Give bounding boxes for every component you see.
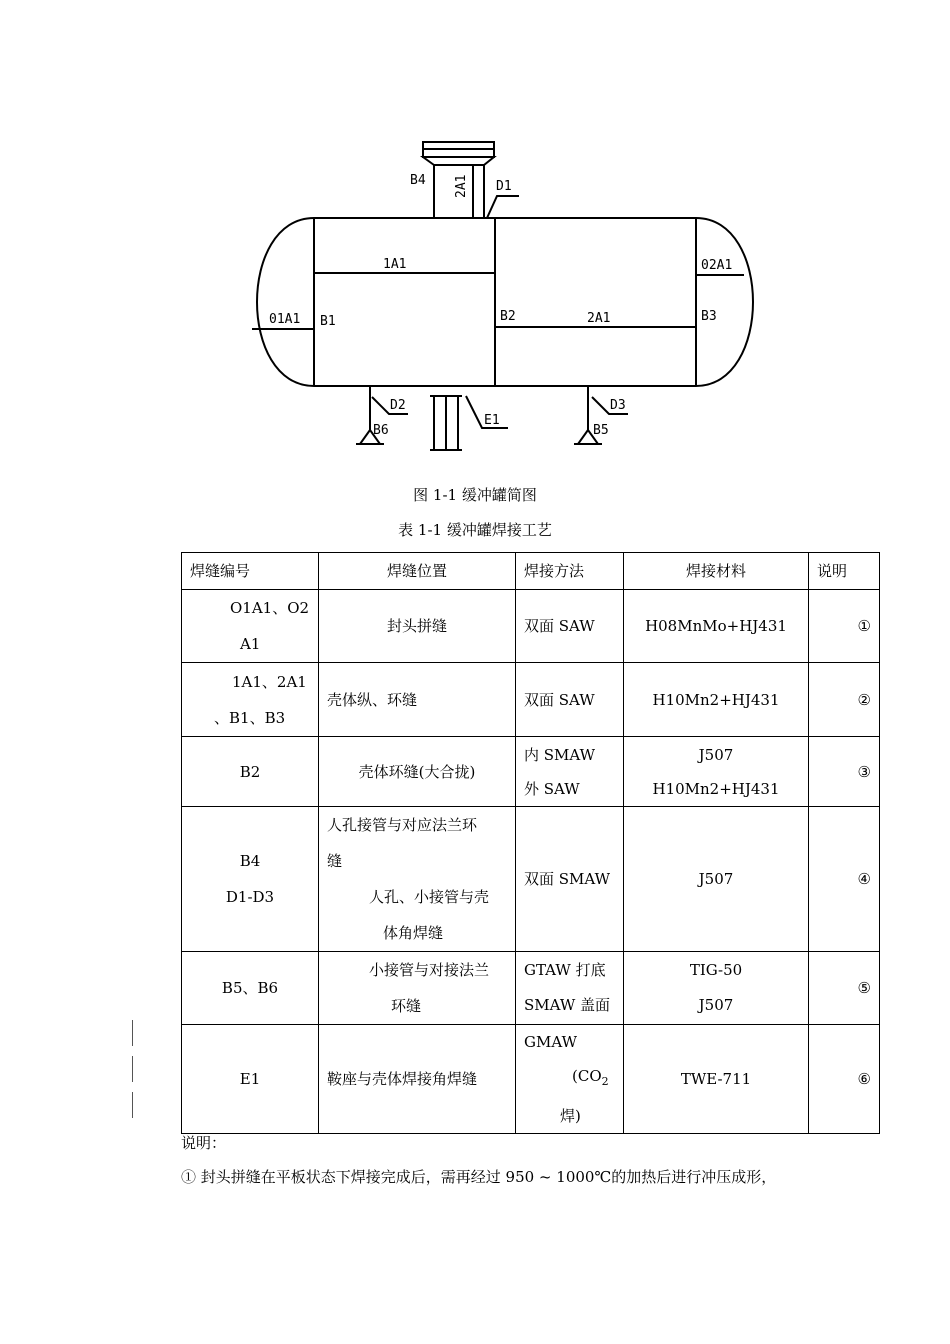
cell-weld-method: 内 SMAW 外 SAW — [516, 737, 624, 807]
notes-title: 说明： — [181, 1134, 227, 1152]
table-row — [182, 952, 880, 1025]
cell-weld-position: 鞍座与壳体焊接角焊缝 — [319, 1025, 516, 1134]
cell-weld-id: B5、B6 — [182, 952, 319, 1025]
cell-weld-method: 双面 SMAW — [516, 807, 624, 952]
table-row — [182, 663, 880, 737]
d1-leader — [487, 196, 519, 218]
label-b5: B5 — [593, 423, 609, 438]
welding-process-table — [181, 552, 880, 1134]
cell-weld-id: 1A1、2A1 、B1、B3 — [182, 663, 319, 737]
label-2a1-shell: 2A1 — [587, 311, 611, 326]
cell-weld-material: J507 H10Mn2+HJ431 — [624, 737, 809, 807]
label-e1: E1 — [484, 413, 500, 428]
label-o2a1: 02A1 — [701, 258, 733, 273]
margin-bar — [132, 1092, 133, 1118]
label-o1a1: 01A1 — [269, 312, 301, 327]
cell-note: ⑤ — [809, 952, 880, 1025]
cell-note: ④ — [809, 807, 880, 952]
label-b2: B2 — [500, 309, 516, 324]
cell-weld-method: GMAW ($CO_2$ 焊) — [516, 1025, 624, 1134]
cell-weld-id: B4 D1-D3 — [182, 807, 319, 952]
label-b3: B3 — [701, 309, 717, 324]
table-row — [182, 1025, 880, 1134]
table-row — [182, 590, 880, 663]
header-weld-material: 焊接材料 — [624, 553, 809, 590]
cell-note: ③ — [809, 737, 880, 807]
label-d2: D2 — [390, 398, 406, 413]
vessel-diagram — [0, 0, 950, 470]
cell-weld-material: TWE-711 — [624, 1025, 809, 1134]
table-row — [182, 737, 880, 807]
cell-weld-material: J507 — [624, 807, 809, 952]
cell-weld-material: TIG-50 J507 — [624, 952, 809, 1025]
left-head — [257, 218, 314, 386]
header-weld-position: 焊缝位置 — [319, 553, 516, 590]
cell-weld-position: 小接管与对接法兰 环缝 — [319, 952, 516, 1025]
table-header-row — [182, 553, 880, 590]
label-d3: D3 — [610, 398, 626, 413]
label-b1: B1 — [320, 314, 336, 329]
table-row — [182, 807, 880, 952]
header-weld-id: 焊缝编号 — [182, 553, 319, 590]
margin-bar — [132, 1020, 133, 1046]
cell-weld-material: H10Mn2+HJ431 — [624, 663, 809, 737]
cell-weld-position: 封头拼缝 — [319, 590, 516, 663]
right-head — [696, 218, 753, 386]
label-d1: D1 — [496, 179, 512, 194]
label-b6: B6 — [373, 423, 389, 438]
table-caption: 表 1-1 缓冲罐焊接工艺 — [398, 521, 552, 539]
figure-caption: 图 1-1 缓冲罐简图 — [413, 486, 537, 504]
cell-weld-method: GTAW 打底 SMAW 盖面 — [516, 952, 624, 1025]
cell-weld-method: 双面 SAW — [516, 663, 624, 737]
cell-weld-position: 人孔接管与对应法兰环 缝 人孔、小接管与壳 体角焊缝 — [319, 807, 516, 952]
cell-weld-material: H08MnMo+HJ431 — [624, 590, 809, 663]
cell-weld-id: O1A1、O2 A1 — [182, 590, 319, 663]
cell-weld-id: E1 — [182, 1025, 319, 1134]
label-2a1-vertical: 2A1 — [454, 174, 469, 198]
note-item-1: ① 封头拼缝在平板状态下焊接完成后，需再经过 950 ~ 1000℃的加热后进行冲压成形， — [181, 1168, 777, 1186]
cell-weld-id: B2 — [182, 737, 319, 807]
label-b4: B4 — [410, 173, 426, 188]
cell-note: ② — [809, 663, 880, 737]
cell-weld-position: 壳体纵、环缝 — [319, 663, 516, 737]
cell-note: ① — [809, 590, 880, 663]
header-weld-method: 焊接方法 — [516, 553, 624, 590]
margin-bar — [132, 1056, 133, 1082]
header-note: 说明 — [809, 553, 880, 590]
label-1a1: 1A1 — [383, 257, 407, 272]
cell-note: ⑥ — [809, 1025, 880, 1134]
cell-weld-method: 双面 SAW — [516, 590, 624, 663]
cell-weld-position: 壳体环缝(大合拢) — [319, 737, 516, 807]
flange-taper — [423, 157, 494, 165]
